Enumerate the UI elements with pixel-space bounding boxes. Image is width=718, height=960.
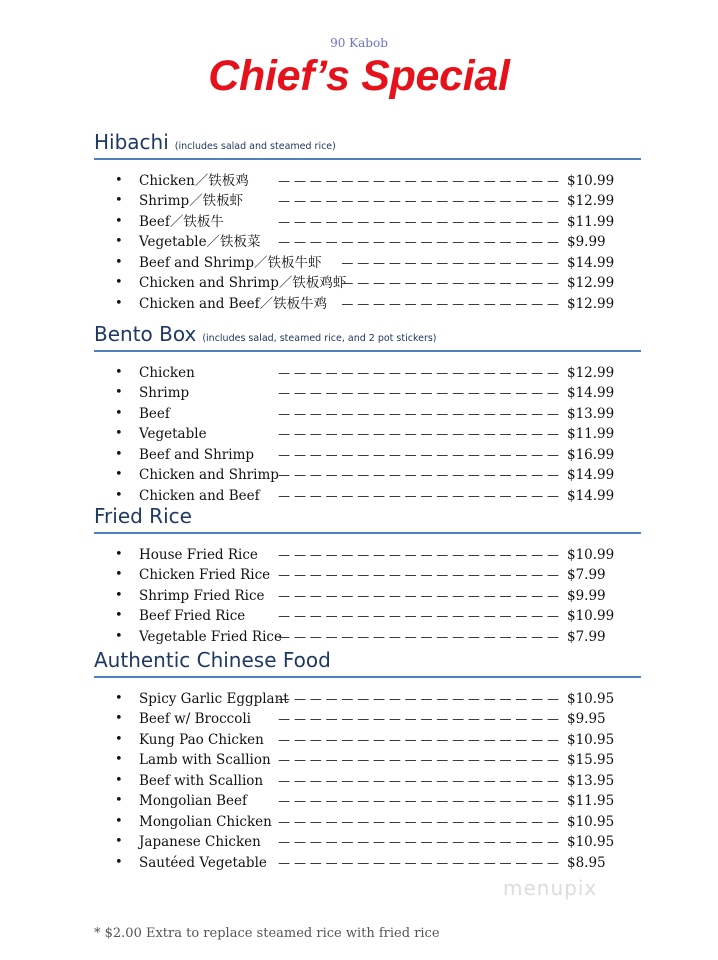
menu-item	[94, 404, 641, 425]
dot-leader: — — — — — — — — — — — — — — — — — —	[278, 235, 559, 249]
menu-item	[94, 730, 641, 751]
section-title	[94, 322, 437, 346]
menu-item	[94, 191, 641, 212]
bullet-icon: •	[115, 467, 123, 482]
bullet-icon: •	[115, 213, 123, 229]
bullet-icon: •	[115, 193, 123, 208]
item-price: $10.99	[567, 546, 615, 563]
section-note: (includes salad, steamed rice, and 2 pot stickers)	[202, 333, 437, 344]
item-price: $10.95	[567, 731, 615, 748]
bullet-icon: •	[115, 834, 123, 849]
dot-leader: — — — — — — — — — — — — — — — — — —	[278, 447, 559, 462]
dot-leader: — — — — — — — — — — — — — — — — — —	[278, 588, 559, 603]
item-price: $14.99	[567, 487, 615, 504]
item-price: $15.95	[567, 752, 615, 768]
bullet-icon: •	[115, 752, 123, 767]
bullet-icon: •	[115, 854, 123, 870]
menu-item	[94, 424, 641, 445]
menu-item	[94, 294, 641, 315]
section-header	[94, 504, 641, 532]
menu-item	[94, 383, 641, 404]
dot-leader: — — — — — — — — — — — — — — — — — —	[278, 835, 559, 849]
dot-leader: — — — — — — — — — — — — — — — — — —	[278, 712, 559, 726]
dot-leader: — — — — — — — — — — — — — — — — — —	[278, 609, 559, 623]
item-price: $12.99	[567, 275, 615, 291]
dot-leader: — — — — — — — — — — — — — — — — — —	[278, 547, 559, 562]
section-header	[94, 130, 641, 158]
bullet-icon: •	[115, 608, 123, 623]
item-name: Beef	[139, 405, 170, 422]
item-name: Kung Pao Chicken	[139, 731, 264, 748]
item-price: $7.99	[567, 628, 606, 645]
item-price: $7.99	[567, 567, 606, 583]
menu-item	[94, 232, 641, 253]
item-name: House Fried Rice	[139, 546, 258, 563]
restaurant-name: 90 Kabob	[330, 36, 388, 50]
section-title-text: Authentic Chinese Food	[94, 648, 331, 672]
dot-leader: — — — — — — — — — — — — — — — — — —	[278, 427, 559, 441]
item-name: Chicken and Shrimp／铁板鸡虾	[139, 275, 347, 291]
item-price: $8.95	[567, 854, 606, 871]
bullet-icon: •	[115, 275, 123, 290]
dot-leader: — — — — — — — — — — — — — — — — — —	[278, 855, 559, 870]
menu-item	[94, 771, 641, 792]
item-name: Beef with Scallion	[139, 772, 264, 789]
section-divider	[94, 350, 641, 352]
bullet-icon: •	[115, 567, 123, 582]
menu-item	[94, 832, 641, 853]
dot-leader: — — — — — — — — — — — — — — — — — —	[278, 488, 559, 503]
bullet-icon: •	[115, 587, 123, 603]
item-name: Spicy Garlic Eggplant	[139, 690, 289, 707]
item-price: $10.99	[567, 172, 615, 189]
bullet-icon: •	[115, 813, 123, 829]
bullet-icon: •	[115, 690, 123, 706]
dot-leader: — — — — — — — — — — — — — — — — — —	[278, 814, 559, 829]
item-price: $14.99	[567, 467, 615, 483]
dot-leader: — — — — — — — — — — — — — — — — — —	[278, 406, 559, 421]
bullet-icon: •	[115, 234, 123, 249]
item-name: Shrimp／铁板虾	[139, 193, 244, 209]
item-price: $10.95	[567, 813, 615, 830]
item-price: $12.99	[567, 364, 615, 381]
menu-item	[94, 171, 641, 192]
bullet-icon: •	[115, 254, 123, 270]
menupix-watermark: menupix	[503, 876, 598, 900]
menu-item	[94, 791, 641, 812]
dot-leader: — — — — — — — — — — — — — — — — — —	[278, 214, 559, 229]
item-name: Sautéed Vegetable	[139, 854, 267, 871]
item-name: Chicken	[139, 364, 195, 381]
item-name: Mongolian Beef	[139, 793, 247, 809]
bullet-icon: •	[115, 628, 123, 644]
menu-item	[94, 486, 641, 507]
menu-section	[94, 504, 641, 647]
section-header	[94, 648, 641, 676]
item-name: Shrimp Fried Rice	[139, 587, 265, 604]
item-name: Beef Fried Rice	[139, 608, 246, 624]
menu-item	[94, 606, 641, 627]
item-price: $11.99	[567, 213, 615, 230]
item-price: $12.99	[567, 193, 615, 209]
item-price: $10.99	[567, 608, 615, 624]
menu-item	[94, 565, 641, 586]
item-name: Vegetable	[139, 426, 207, 442]
bullet-icon: •	[115, 426, 123, 441]
section-title-text: Fried Rice	[94, 504, 192, 528]
menu-section	[94, 322, 641, 506]
dot-leader: — — — — — — — — — — — — — — — — — —	[278, 773, 559, 788]
menu-item	[94, 586, 641, 607]
item-name: Chicken Fried Rice	[139, 567, 271, 583]
menu-item	[94, 212, 641, 233]
item-name: Mongolian Chicken	[139, 813, 272, 830]
item-price: $14.99	[567, 385, 615, 401]
dot-leader: — — — — — — — — — — — — — — — — — —	[278, 732, 559, 747]
menu-item	[94, 689, 641, 710]
section-title	[94, 648, 331, 672]
menu-item	[94, 853, 641, 874]
menu-title: Chief’s Special	[208, 52, 510, 100]
dot-leader: — — — — — — — — — — — — — — — — — —	[278, 794, 559, 808]
item-price: $16.99	[567, 446, 615, 463]
menu-item	[94, 545, 641, 566]
menu-item	[94, 273, 641, 294]
section-title-text: Hibachi	[94, 130, 169, 154]
section-note: (includes salad and steamed rice)	[174, 141, 336, 152]
item-name: Chicken and Beef	[139, 487, 260, 504]
section-title	[94, 504, 192, 528]
menu-section	[94, 648, 641, 873]
bullet-icon: •	[115, 172, 123, 188]
dot-leader: — — — — — — — — — — — — — — — — — —	[278, 468, 559, 482]
menu-item	[94, 445, 641, 466]
item-price: $9.99	[567, 587, 606, 604]
bullet-icon: •	[115, 364, 123, 380]
dot-leader: — — — — — — — — — — — — — — — — — —	[278, 194, 559, 208]
item-price: $14.99	[567, 254, 615, 271]
bullet-icon: •	[115, 546, 123, 562]
dot-leader: — — — — — — — — — — — — — — — — — —	[278, 568, 559, 582]
bullet-icon: •	[115, 772, 123, 788]
item-name: Japanese Chicken	[139, 834, 261, 850]
dot-leader: — — — — — — — — — — — — — — — — — —	[278, 691, 559, 706]
item-name: Beef and Shrimp	[139, 446, 255, 463]
menu-section	[94, 130, 641, 314]
item-name: Beef w/ Broccoli	[139, 711, 251, 727]
dot-leader: — — — — — — — — — — — — — — — — — —	[278, 365, 559, 380]
dot-leader: — — — — — — — — — — — — — — — — — —	[278, 386, 559, 400]
item-price: $11.99	[567, 426, 615, 442]
section-divider	[94, 676, 641, 678]
item-price: $12.99	[567, 295, 615, 312]
item-name: Beef／铁板牛	[139, 213, 224, 230]
dot-leader: — — — — — — — — — — — — — — — — — —	[278, 753, 559, 767]
menu-item-list	[94, 545, 641, 648]
item-price: $9.99	[567, 234, 606, 250]
bullet-icon: •	[115, 731, 123, 747]
menu-item	[94, 253, 641, 274]
menu-item-list	[94, 363, 641, 507]
item-price: $10.95	[567, 690, 615, 707]
menu-item	[94, 627, 641, 648]
item-price: $10.95	[567, 834, 615, 850]
menu-item	[94, 812, 641, 833]
item-price: $11.95	[567, 793, 615, 809]
dot-leader: — — — — — — — — — — — — — — — — — —	[278, 629, 559, 644]
bullet-icon: •	[115, 711, 123, 726]
bullet-icon: •	[115, 405, 123, 421]
item-name: Vegetable Fried Rice	[139, 628, 282, 645]
section-divider	[94, 532, 641, 534]
bullet-icon: •	[115, 487, 123, 503]
item-name: Shrimp	[139, 385, 190, 401]
item-name: Chicken and Shrimp	[139, 467, 279, 483]
section-divider	[94, 158, 641, 160]
bullet-icon: •	[115, 295, 123, 311]
menu-item	[94, 709, 641, 730]
dot-leader: — — — — — — — — — — — — — —	[341, 276, 559, 290]
item-price: $13.99	[567, 405, 615, 422]
dot-leader: — — — — — — — — — — — — — — — — — —	[278, 173, 559, 188]
item-name: Lamb with Scallion	[139, 752, 271, 768]
item-price: $9.95	[567, 711, 606, 727]
dot-leader: — — — — — — — — — — — — — —	[341, 255, 559, 270]
footnote: * $2.00 Extra to replace steamed rice with fried rice	[94, 926, 440, 941]
dot-leader: — — — — — — — — — — — — — —	[341, 296, 559, 311]
section-title	[94, 130, 336, 154]
menu-item	[94, 363, 641, 384]
item-price: $13.95	[567, 772, 615, 789]
section-title-text: Bento Box	[94, 322, 197, 346]
bullet-icon: •	[115, 446, 123, 462]
menu-item-list	[94, 689, 641, 874]
item-name: Beef and Shrimp／铁板牛虾	[139, 254, 322, 271]
bullet-icon: •	[115, 385, 123, 400]
item-name: Chicken／铁板鸡	[139, 172, 249, 189]
menu-item	[94, 750, 641, 771]
menu-item-list	[94, 171, 641, 315]
item-name: Vegetable／铁板菜	[139, 234, 261, 250]
bullet-icon: •	[115, 793, 123, 808]
item-name: Chicken and Beef／铁板牛鸡	[139, 295, 328, 312]
menu-item	[94, 465, 641, 486]
section-header	[94, 322, 641, 350]
